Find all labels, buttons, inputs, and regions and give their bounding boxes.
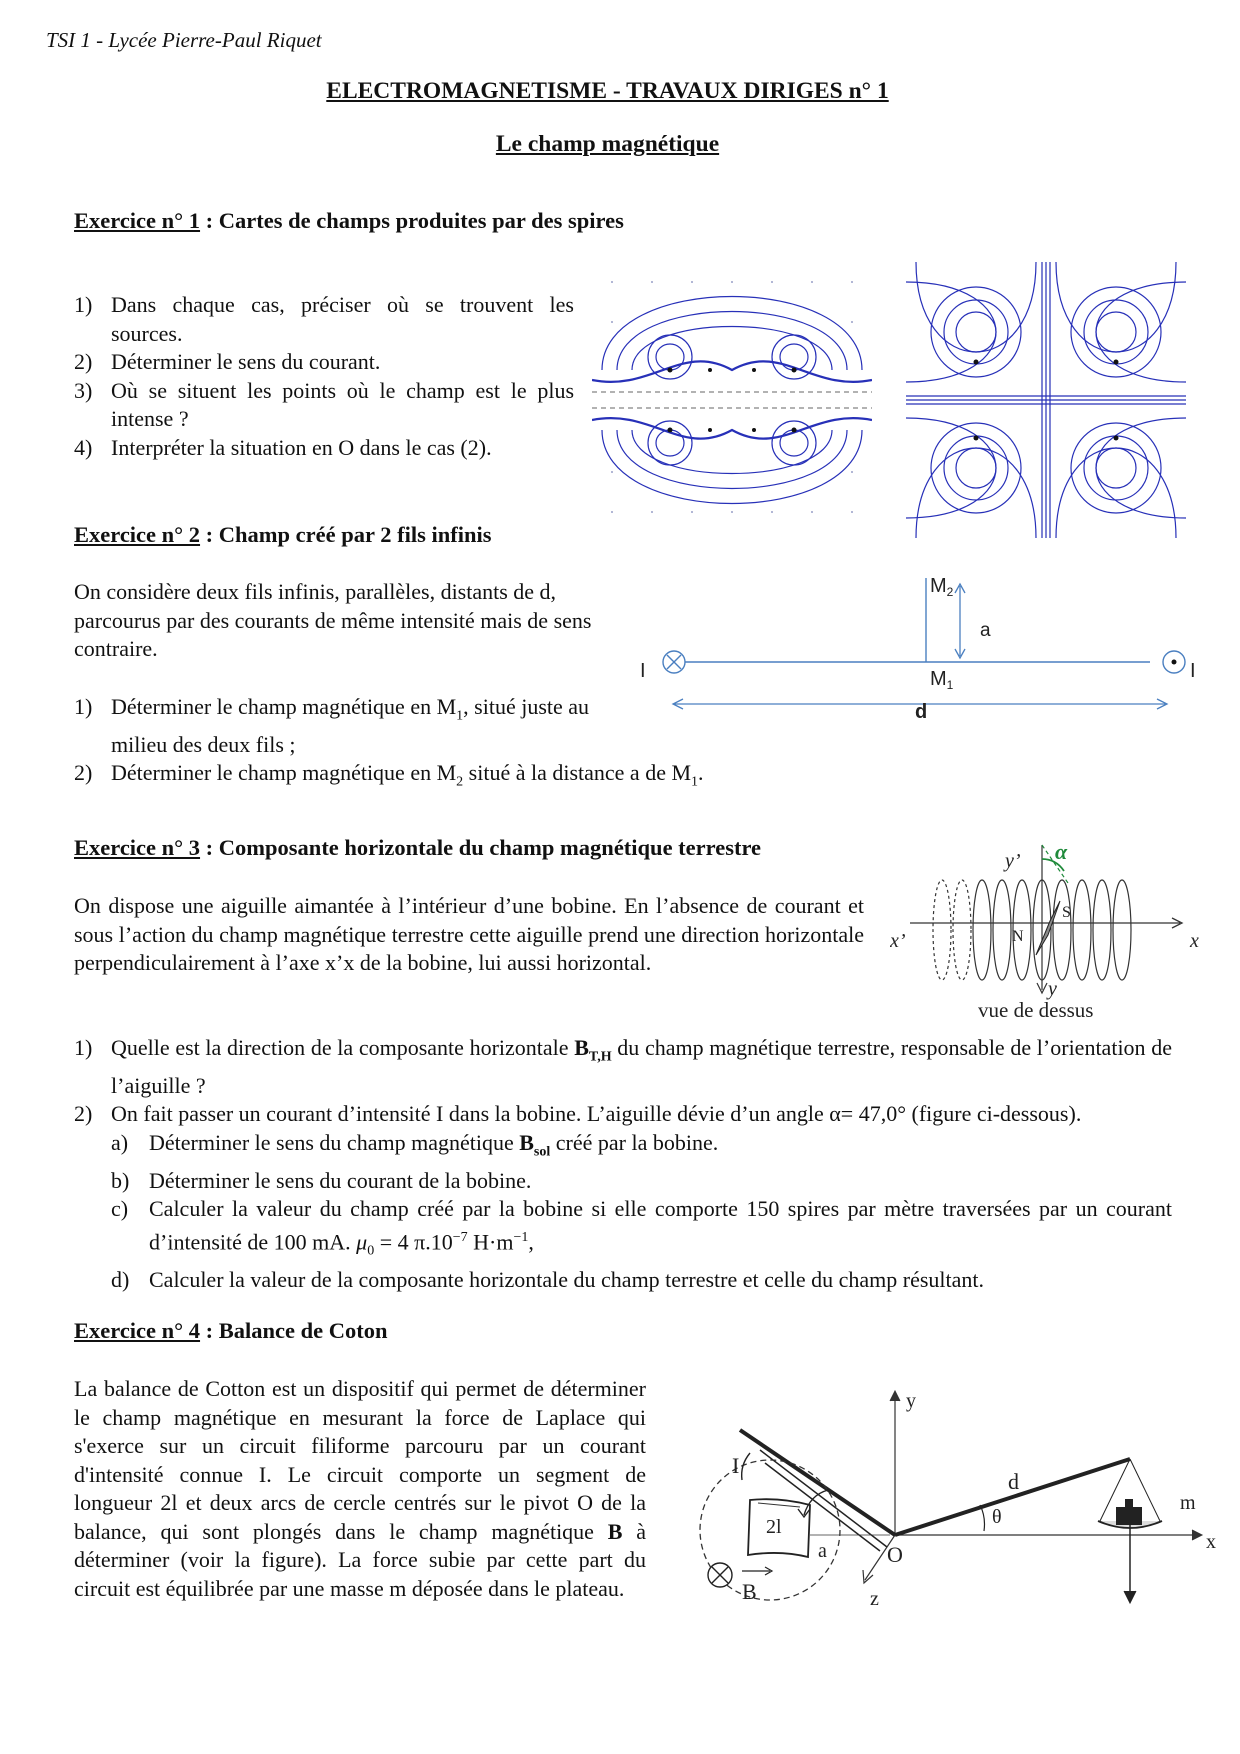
label-i: I	[732, 1453, 740, 1478]
label-y: y	[1048, 978, 1057, 1000]
exercise-2-heading: : Champ créé par 2 fils infinis	[200, 522, 492, 547]
ex2-q2-text-a: Déterminer le champ magnétique en M	[111, 760, 457, 786]
y-axis-arrow-icon	[890, 1391, 900, 1401]
ex3-q2a-vector: B	[519, 1129, 534, 1155]
two-wires-figure	[630, 568, 1200, 718]
exercise-1-number: Exercice n° 1	[74, 208, 201, 233]
ex3-q2c-mu-subscript: 0	[367, 1243, 375, 1259]
ex1-q1-text: Dans chaque cas, préciser où se trouvent les sources.	[111, 292, 574, 346]
ex3-q2-subquestions	[111, 1129, 1172, 1295]
exercise-4-number: Exercice n° 4	[74, 1318, 201, 1343]
document-title: ELECTROMAGNETISME - TRAVAUX DIRIGES n° 1	[326, 78, 889, 104]
wire-right-icon	[1163, 651, 1185, 673]
label-x-prime: x’	[890, 930, 906, 952]
ex1-q2-text: Déterminer le sens du courant.	[111, 349, 381, 374]
label-m: m	[1180, 1492, 1196, 1514]
ex2-q2-number: 2)	[74, 760, 93, 786]
label-o: O	[887, 1542, 903, 1567]
ex2-q2-subscript-1: 2	[456, 774, 464, 790]
label-top-view: vue de dessus	[978, 998, 1094, 1022]
ex3-q1-text-c: du champ magnétique terrestre, responsable de l’orientation de l’aiguille ?	[111, 1035, 1172, 1098]
ex1-question-2	[74, 348, 574, 377]
ex1-question-4	[74, 434, 574, 463]
ex4-intro-vector-b: B	[607, 1518, 623, 1544]
ex3-q2a-vector-subscript: sol	[533, 1144, 551, 1160]
field-map-1-grid	[611, 281, 853, 513]
ex3-q2a-text-3: créé par la bobine.	[550, 1129, 719, 1155]
b-field-into-page-icon	[708, 1563, 732, 1587]
field-map-1-sources	[668, 368, 797, 433]
field-map-2	[906, 262, 1186, 538]
ex3-q2b	[111, 1167, 1172, 1196]
label-needle-n: N	[1012, 928, 1024, 945]
ex3-q1-text-a: Quelle est la direction de la composante horizontale	[111, 1035, 575, 1060]
exercise-4-heading: : Balance de Coton	[200, 1318, 388, 1343]
coil-figure	[890, 835, 1210, 1025]
ex4-intro-text-1: La balance de Cotton est un dispositif qui permet de déterminer le champ magnétique en mesurant la force de Laplace qui s'exerce sur un circuit filiforme parcouru par un courant d'intensité connue I. Le circuit comporte un segment de longueur 2l et deux arcs de cercle centrés sur le pivot O de la balance, qui sont plongés dans le champ magnétique	[74, 1376, 646, 1544]
ex4-intro-text-2: à déterminer (voir la figure). La force subie par cette part du circuit est équilibrée par une masse m déposée dans le plateau.	[74, 1518, 646, 1601]
ex1-question-3	[74, 377, 574, 434]
ex2-q1-text-b: , situé juste au milieu des deux fils ;	[111, 694, 590, 757]
exercise-2-intro: On considère deux fils infinis, parallèles, distants de d, parcourus par des courants de même intensité mais de sens contraire.	[74, 579, 592, 661]
ex3-q2c	[111, 1195, 1172, 1266]
label-b: B	[742, 1579, 757, 1604]
ex1-q4-number: 4)	[74, 434, 93, 460]
ex2-q1-subscript: 1	[456, 708, 464, 724]
label-y-prime: y’	[1005, 850, 1021, 872]
ex1-q2-number: 2)	[74, 349, 93, 374]
ex3-q2d	[111, 1266, 1172, 1295]
label-theta: θ	[992, 1506, 1002, 1528]
ex2-q2-text-c: .	[698, 760, 704, 786]
ex3-q2c-exponent-1: −7	[452, 1229, 468, 1245]
label-2l: 2l	[766, 1516, 782, 1538]
ex2-q1-number: 1)	[74, 694, 93, 719]
ex3-question-2	[74, 1100, 1172, 1294]
ex2-question-1	[74, 693, 631, 759]
ex3-q2b-label: b)	[111, 1167, 130, 1193]
needle-icon	[1036, 901, 1060, 955]
ex3-q2d-text: Calculer la valeur de la composante horizontale du champ terrestre et celle du champ résultant.	[149, 1267, 985, 1292]
ex3-q1-vector: B	[574, 1035, 589, 1060]
ex2-question-2	[74, 759, 834, 797]
ex1-question-1	[74, 291, 574, 348]
exercise-1-heading: : Cartes de champs produites par des spires	[200, 208, 624, 233]
document-subtitle: Le champ magnétique	[495, 131, 720, 157]
wire-left-icon	[663, 651, 685, 673]
ex3-q1-number: 1)	[74, 1035, 93, 1060]
label-d: d	[1008, 1469, 1019, 1494]
ex2-q2-text-b: situé à la distance a de M	[463, 760, 692, 786]
cotton-balance-figure	[680, 1385, 1220, 1630]
exercise-4-title	[74, 1318, 388, 1344]
ex3-question-1	[74, 1034, 1172, 1100]
a-arrow	[955, 584, 965, 658]
label-m1: $M_1$	[930, 668, 954, 692]
weight-arrow-icon	[1124, 1591, 1136, 1603]
field-map-2-lines	[906, 262, 1186, 538]
label-d: d	[915, 701, 928, 718]
exercise-3-intro: On dispose une aiguille aimantée à l’intérieur d’une bobine. En l’absence de courant et sous l’action du champ magnétique terrestre cette aiguille prend une direction horizontale perpendiculairement à l’axe x’x de la bobine, lui aussi horizontal.	[74, 893, 864, 975]
page-header: TSI 1 - Lycée Pierre-Paul Riquet	[46, 28, 322, 52]
ex3-q2c-label: c)	[111, 1196, 129, 1222]
label-needle-s: S	[1062, 904, 1071, 921]
label-i-left: I	[640, 660, 646, 682]
ex3-q2c-text-4: ,	[528, 1229, 534, 1255]
exercise-4-intro	[74, 1375, 646, 1603]
exercise-3-title	[74, 835, 761, 861]
ex3-q2d-label: d)	[111, 1267, 130, 1292]
label-m2: $M_2$	[930, 575, 954, 599]
mass-m	[1116, 1507, 1142, 1525]
ex3-q2c-mu: μ	[356, 1229, 368, 1255]
exercise-1-questions	[74, 291, 574, 462]
label-i-right: I	[1190, 660, 1196, 682]
ex3-q2c-text-1: Calculer la valeur du champ créé par la bobine si elle comporte 150 spires par mètre traversées par un courant d’intensité de 100 mA.	[149, 1196, 1172, 1255]
label-x: x	[1206, 1531, 1216, 1553]
coil-turns	[933, 880, 1131, 980]
ex3-q2-number: 2)	[74, 1101, 93, 1127]
ex3-q2a-text-1: Déterminer le sens du champ magnétique	[149, 1129, 520, 1155]
exercise-3-questions	[74, 1034, 1172, 1295]
ex1-q1-number: 1)	[74, 292, 93, 317]
ex1-q3-number: 3)	[74, 377, 93, 403]
ex2-q1-text-a: Déterminer le champ magnétique en M	[111, 694, 457, 719]
exercise-2-number: Exercice n° 2	[74, 522, 201, 547]
exercise-2-title	[74, 522, 492, 548]
x-axis-arrow-icon	[1192, 1530, 1202, 1540]
label-a: a	[818, 1540, 827, 1562]
label-alpha: α	[1055, 839, 1068, 864]
field-map-1	[592, 262, 872, 538]
ex3-q2-text: On fait passer un courant d’intensité I dans la bobine. L’aiguille dévie d’un angle α= 47,0° (figure ci-dessous).	[111, 1101, 1082, 1127]
exercise-3-heading: : Composante horizontale du champ magnétique terrestre	[200, 835, 762, 860]
ex3-q2a	[111, 1129, 1172, 1167]
label-x: x	[1190, 930, 1199, 952]
label-a: a	[980, 620, 991, 641]
ex1-q4-text: Interpréter la situation en O dans le cas (2).	[111, 434, 492, 460]
ex3-q2b-text: Déterminer le sens du courant de la bobine.	[149, 1167, 532, 1193]
label-z: z	[870, 1588, 879, 1610]
exercise-1-title	[74, 208, 624, 234]
ex3-q2c-text-3: H·m	[467, 1229, 514, 1255]
field-map-1-lines	[592, 297, 872, 504]
ex3-q1-vector-subscript: T,H	[588, 1049, 612, 1065]
ex1-q3-text: Où se situent les points où le champ est le plus intense ?	[111, 377, 574, 431]
ex3-q2c-exponent-2: −1	[513, 1229, 529, 1245]
ex3-q2c-text-2: = 4 π.10	[374, 1229, 453, 1255]
label-y: y	[906, 1390, 916, 1412]
ex3-q2a-label: a)	[111, 1129, 129, 1155]
ex2-q2-subscript-2: 1	[691, 774, 699, 790]
exercise-3-number: Exercice n° 3	[74, 835, 201, 860]
